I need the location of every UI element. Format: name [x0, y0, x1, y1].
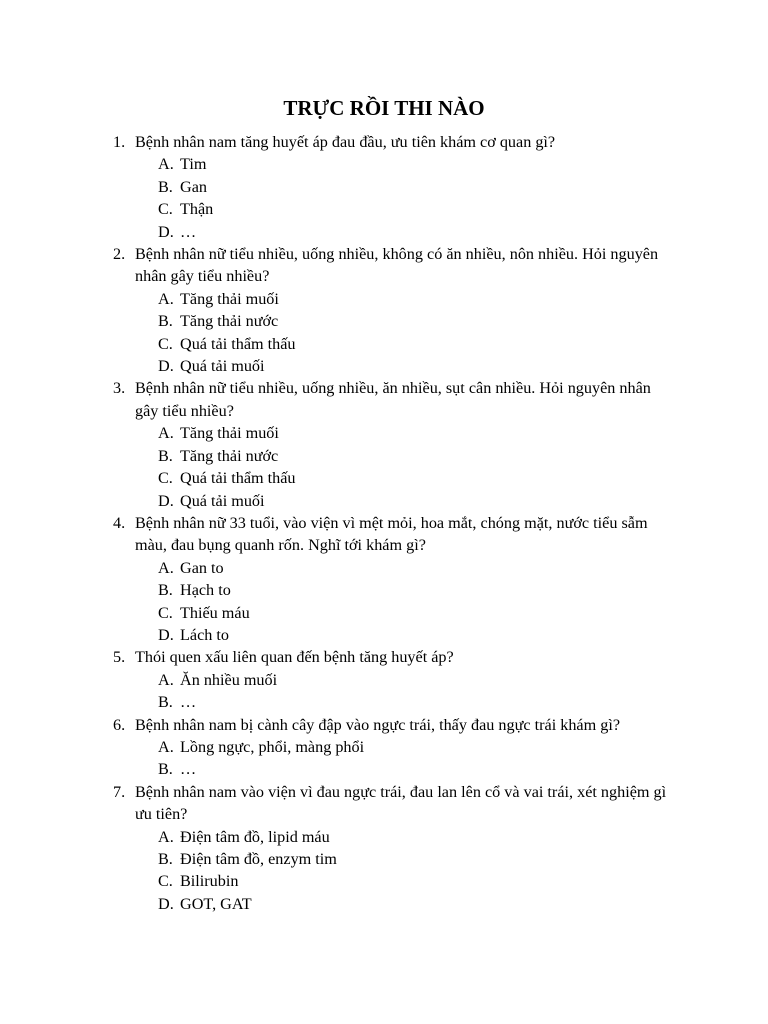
- answer-option: [113, 153, 673, 175]
- option-label: A.: [158, 670, 174, 689]
- answer-option: [113, 624, 673, 646]
- answer-option: [113, 669, 673, 691]
- question-text: Bệnh nhân nữ tiểu nhiều, uống nhiều, không có ăn nhiều, nôn nhiều. Hỏi nguyên nhân gây tiểu nhiều?: [135, 245, 659, 286]
- answer-option: [113, 691, 673, 713]
- answer-option: [113, 557, 673, 579]
- answer-option: [113, 467, 673, 489]
- option-text: Quá tải thẩm thấu: [180, 469, 296, 488]
- answer-options: [113, 422, 673, 512]
- option-text: Quá tải thẩm thấu: [180, 334, 296, 353]
- option-text: Gan to: [180, 558, 224, 577]
- question-header: [113, 243, 673, 288]
- option-text: Quá tải muối: [180, 491, 265, 510]
- question-text: Thói quen xấu liên quan đến bệnh tăng huyết áp?: [135, 648, 454, 667]
- option-label: B.: [158, 581, 173, 600]
- answer-option: [113, 176, 673, 198]
- option-text: Bilirubin: [180, 872, 239, 891]
- option-text: …: [180, 760, 197, 779]
- option-text: Tăng thải nước: [180, 312, 279, 331]
- option-text: Tăng thải muối: [180, 289, 279, 308]
- option-label: C.: [158, 872, 173, 891]
- question-item: [113, 714, 673, 781]
- answer-option: [113, 579, 673, 601]
- option-text: Hạch to: [180, 581, 231, 600]
- option-label: A.: [158, 155, 174, 174]
- option-text: Điện tâm đồ, enzym tim: [180, 850, 337, 868]
- question-number: 5.: [113, 648, 126, 667]
- answer-option: [113, 602, 673, 624]
- question-number: 4.: [113, 513, 126, 532]
- answer-options: [113, 736, 673, 781]
- answer-option: [113, 310, 673, 332]
- answer-option: [113, 288, 673, 310]
- option-label: B.: [158, 760, 173, 779]
- question-item: [113, 781, 673, 915]
- option-label: C.: [158, 469, 173, 488]
- option-text: …: [180, 693, 197, 712]
- option-label: B.: [158, 693, 173, 712]
- answer-option: [113, 736, 673, 758]
- option-text: Thiếu máu: [180, 603, 250, 622]
- option-text: Gan: [180, 177, 207, 196]
- question-item: [113, 646, 673, 713]
- question-text: Bệnh nhân nam vào viện vì đau ngực trái, đau lan lên cổ và vai trái, xét nghiệm gì ưu tiên?: [135, 782, 667, 824]
- answer-option: [113, 198, 673, 220]
- answer-option: [113, 848, 673, 870]
- option-label: B.: [158, 850, 173, 868]
- answer-options: [113, 288, 673, 378]
- option-text: GOT, GAT: [180, 894, 252, 913]
- question-text: Bệnh nhân nam bị cành cây đập vào ngực trái, thấy đau ngực trái khám gì?: [135, 715, 621, 734]
- option-label: C.: [158, 334, 173, 353]
- option-label: B.: [158, 312, 173, 331]
- option-label: A.: [158, 827, 174, 846]
- option-label: A.: [158, 289, 174, 308]
- option-label: D.: [158, 357, 174, 376]
- answer-option: [113, 422, 673, 444]
- answer-option: [113, 826, 673, 848]
- option-label: B.: [158, 177, 173, 196]
- answer-options: [113, 557, 673, 647]
- option-label: D.: [158, 625, 174, 644]
- option-label: A.: [158, 558, 174, 577]
- option-text: Thận: [180, 200, 214, 219]
- option-text: Ăn nhiều muối: [180, 670, 278, 689]
- answer-option: [113, 893, 673, 915]
- question-header: [113, 131, 673, 153]
- question-item: [113, 131, 673, 243]
- option-text: Tăng thải muối: [180, 424, 279, 443]
- option-text: Tăng thải nước: [180, 446, 279, 465]
- question-text: Bệnh nhân nam tăng huyết áp đau đầu, ưu tiên khám cơ quan gì?: [135, 133, 556, 151]
- option-text: Lồng ngực, phổi, màng phổi: [180, 737, 365, 756]
- option-text: Lách to: [180, 625, 229, 644]
- answer-option: [113, 870, 673, 892]
- option-label: A.: [158, 424, 174, 443]
- option-text: Quá tải muối: [180, 357, 265, 376]
- answer-options: [113, 826, 673, 916]
- option-label: D.: [158, 894, 174, 913]
- question-header: [113, 646, 673, 668]
- question-number: 6.: [113, 715, 126, 734]
- option-label: D.: [158, 491, 174, 510]
- question-number: 2.: [113, 245, 126, 264]
- question-header: [113, 377, 673, 422]
- question-number: 7.: [113, 782, 126, 801]
- option-label: B.: [158, 446, 173, 465]
- question-header: [113, 781, 673, 826]
- answer-option: [113, 333, 673, 355]
- answer-options: [113, 153, 673, 243]
- answer-option: [113, 355, 673, 377]
- question-text: Bệnh nhân nữ 33 tuổi, vào viện vì mệt mỏi, hoa mắt, chóng mặt, nước tiểu sẫm màu, đau bụng quanh rốn. Nghĩ tới khám gì?: [135, 513, 648, 555]
- answer-option: [113, 758, 673, 780]
- answer-option: [113, 490, 673, 512]
- question-item: [113, 243, 673, 377]
- question-header: [113, 714, 673, 736]
- answer-option: [113, 221, 673, 243]
- answer-option: [113, 445, 673, 467]
- answer-options: [113, 669, 673, 714]
- question-list: [113, 131, 673, 915]
- option-text: Điện tâm đồ, lipid máu: [180, 827, 330, 846]
- document-title: TRỰC RỒI THI NÀO: [283, 96, 485, 120]
- option-text: …: [180, 222, 197, 241]
- question-number: 3.: [113, 379, 126, 398]
- option-label: D.: [158, 222, 174, 241]
- option-text: Tim: [180, 155, 207, 174]
- question-number: 1.: [113, 133, 126, 151]
- question-header: [113, 512, 673, 557]
- question-text: Bệnh nhân nữ tiểu nhiều, uống nhiều, ăn nhiều, sụt cân nhiều. Hỏi nguyên nhân gây tiểu nhiều?: [135, 379, 651, 420]
- question-item: [113, 377, 673, 511]
- option-label: C.: [158, 200, 173, 219]
- option-label: A.: [158, 737, 174, 756]
- question-item: [113, 512, 673, 646]
- option-label: C.: [158, 603, 173, 622]
